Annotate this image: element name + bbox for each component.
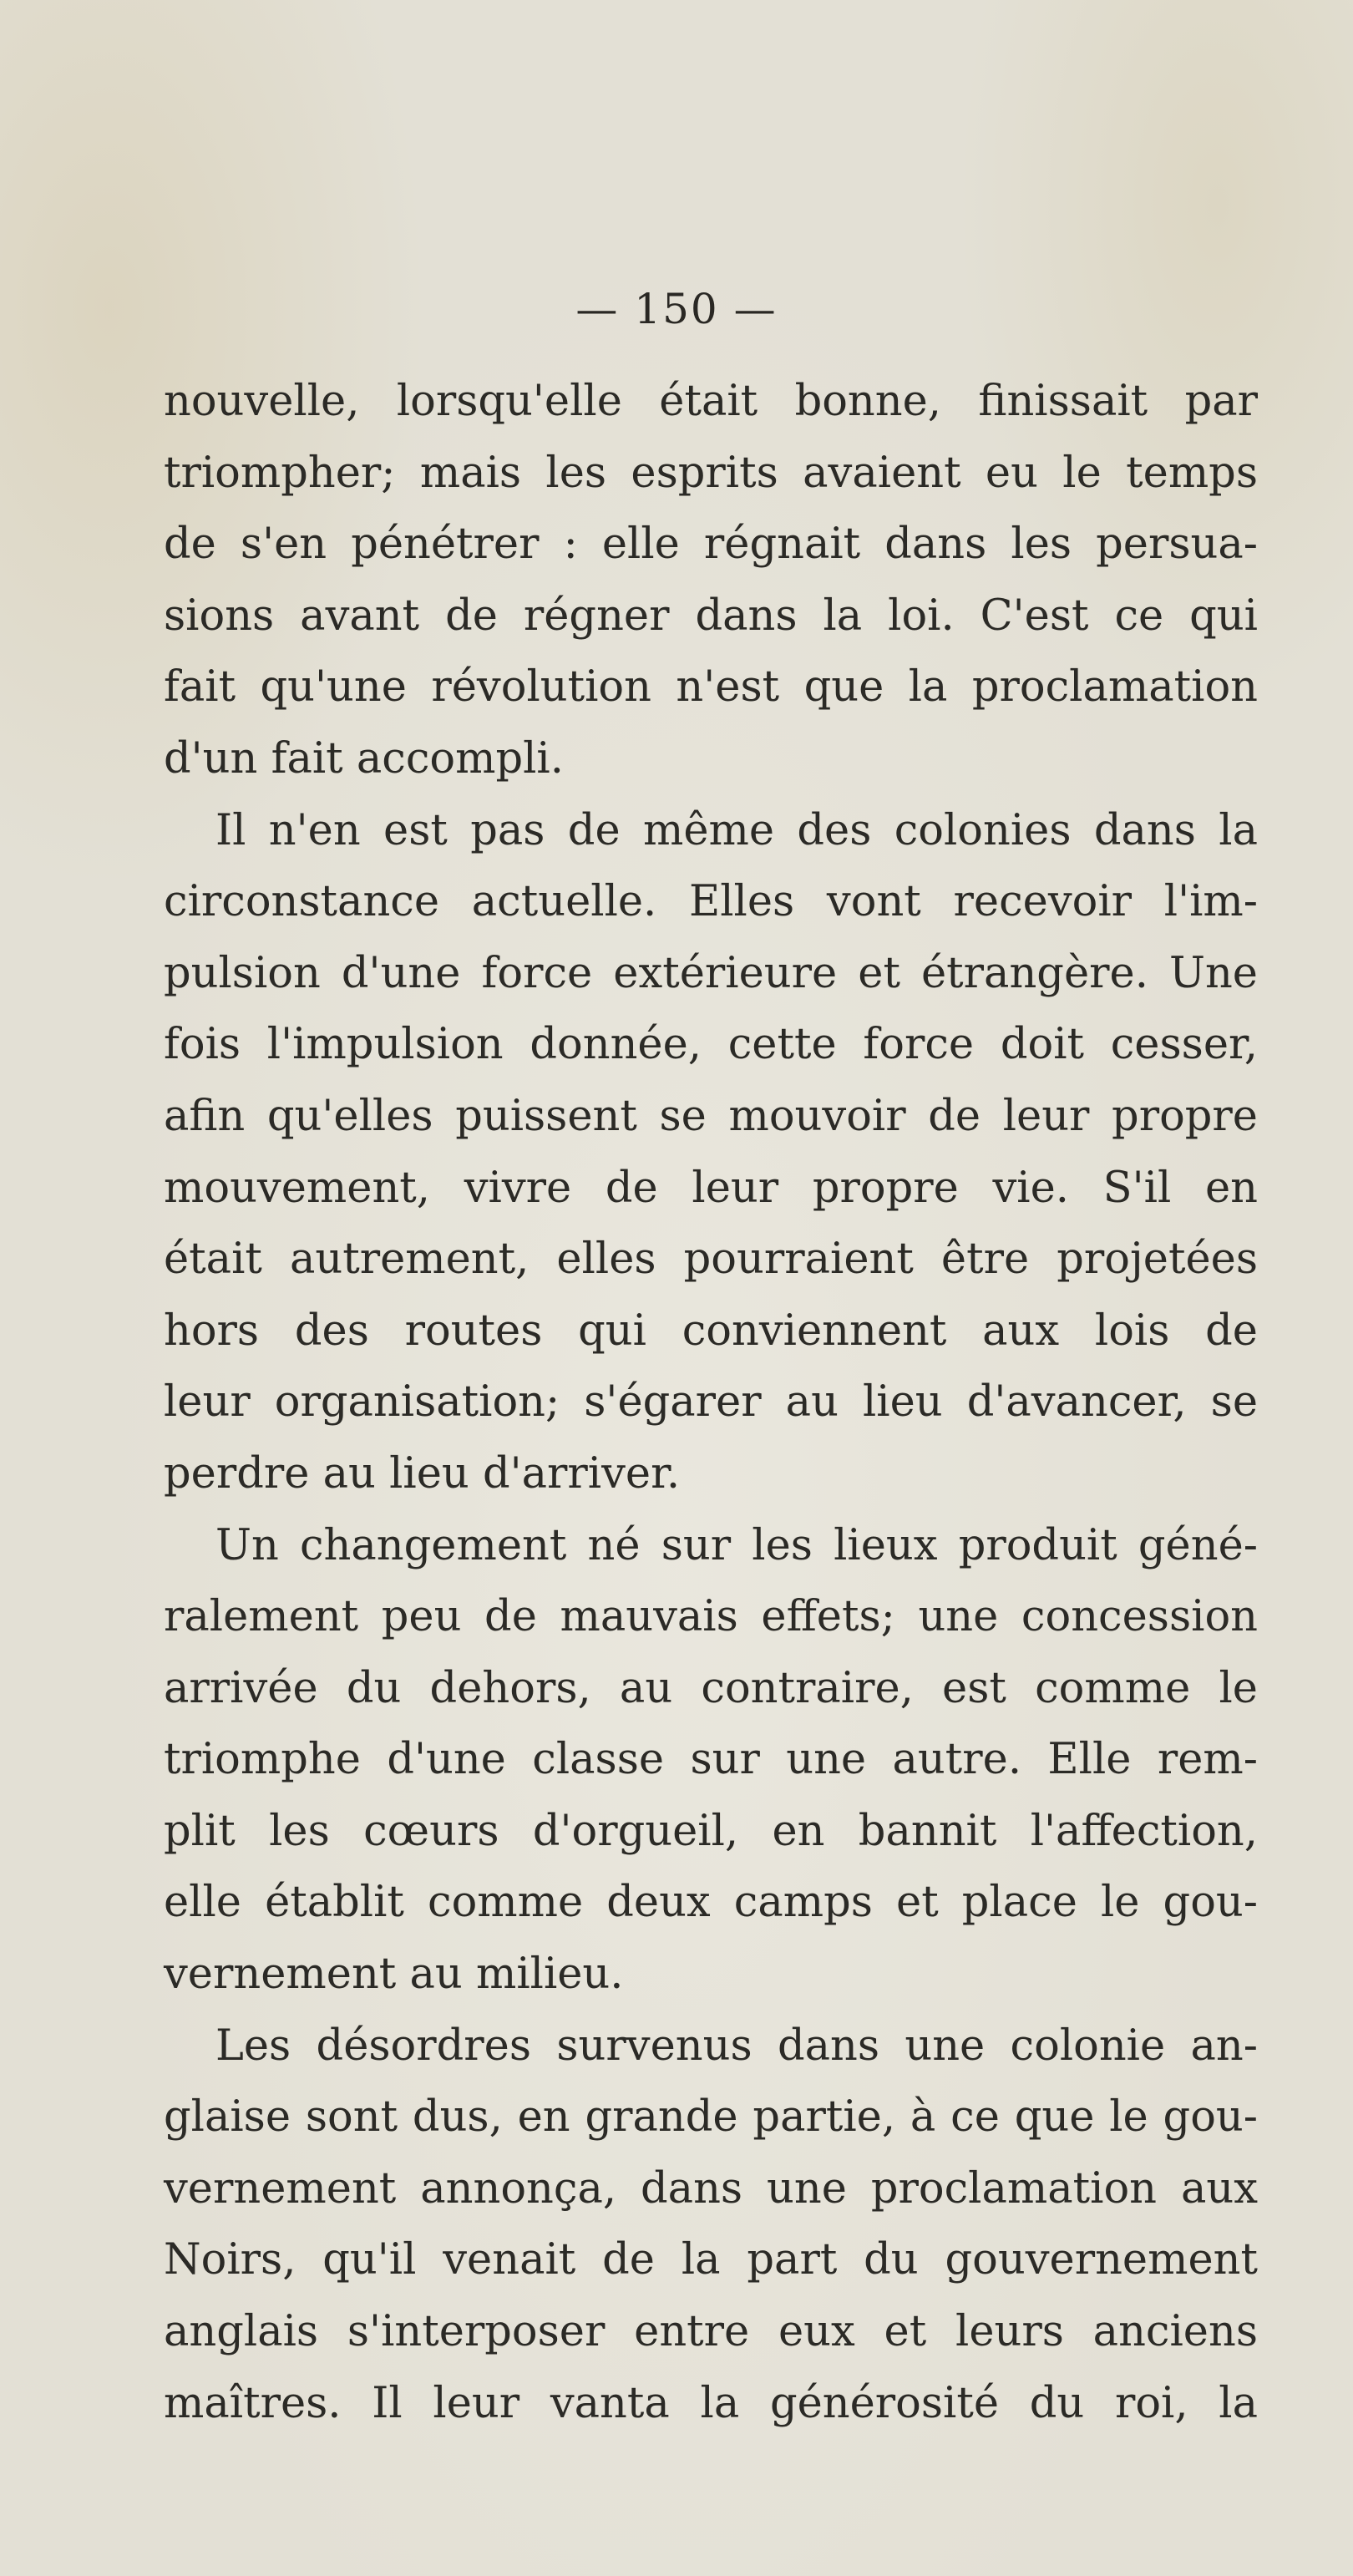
text-line: Il n'en est pas de même des colonies dans la [215,805,1258,855]
text-line: circonstance actuelle. Elles vont recevoir l'im- [164,877,1258,927]
text-line: pulsion d'une force extérieure et étrangère. Une [164,948,1258,998]
text-line: afin qu'elles puissent se mouvoir de leur propre [164,1091,1258,1141]
text-line: triompher; mais les esprits avaient eu le temps [164,448,1258,498]
text-line: nouvelle, lorsqu'elle était bonne, finissait par [164,377,1258,426]
text-line: mouvement, vivre de leur propre vie. S'il en [164,1163,1258,1213]
text-line: Un changement né sur les lieux produit géné- [215,1520,1258,1570]
text-line: perdre au lieu d'arriver. [164,1448,681,1498]
text-line: triomphe d'une classe sur une autre. Elle rem- [164,1735,1258,1785]
text-line: Les désordres survenus dans une colonie an- [215,2021,1258,2071]
text-line: anglais s'interposer entre eux et leurs anciens [164,2307,1258,2357]
paragraph-4 [164,2011,1258,2440]
text-line: sions avant de régner dans la loi. C'est ce qui [164,591,1258,641]
paragraph-3 [164,1510,1258,2011]
page-number: — 150 — [575,285,778,333]
text-line: plit les cœurs d'orgueil, en bannit l'affection, [164,1806,1258,1856]
text-line: ralement peu de mauvais effets; une concession [164,1592,1258,1642]
text-line: d'un fait accompli. [164,733,564,783]
text-line: leur organisation; s'égarer au lieu d'avancer, se [164,1377,1258,1427]
text-line: hors des routes qui conviennent aux lois de [164,1306,1258,1356]
text-line: fois l'impulsion donnée, cette force doit cesser, [164,1020,1258,1070]
text-line: fait qu'une révolution n'est que la proclamation [164,662,1258,712]
text-line: maîtres. Il leur vanta la générosité du roi, la [164,2378,1258,2428]
text-line: Noirs, qu'il venait de la part du gouvernement [164,2235,1258,2285]
text-line: glaise sont dus, en grande partie, à ce que le gou- [164,2092,1258,2142]
text-line: arrivée du dehors, au contraire, est comme le [164,1663,1258,1713]
text-line: de s'en pénétrer : elle régnait dans les persua- [164,520,1258,570]
text-line: vernement annonça, dans une proclamation aux [164,2163,1258,2213]
paragraph-2 [164,795,1258,1510]
paragraph-1 [164,366,1258,795]
text-line: vernement au milieu. [164,1950,624,2000]
body-text [164,366,1258,2439]
text-line: était autrement, elles pourraient être projetées [164,1235,1258,1285]
text-line: elle établit comme deux camps et place le gou- [164,1878,1258,1928]
